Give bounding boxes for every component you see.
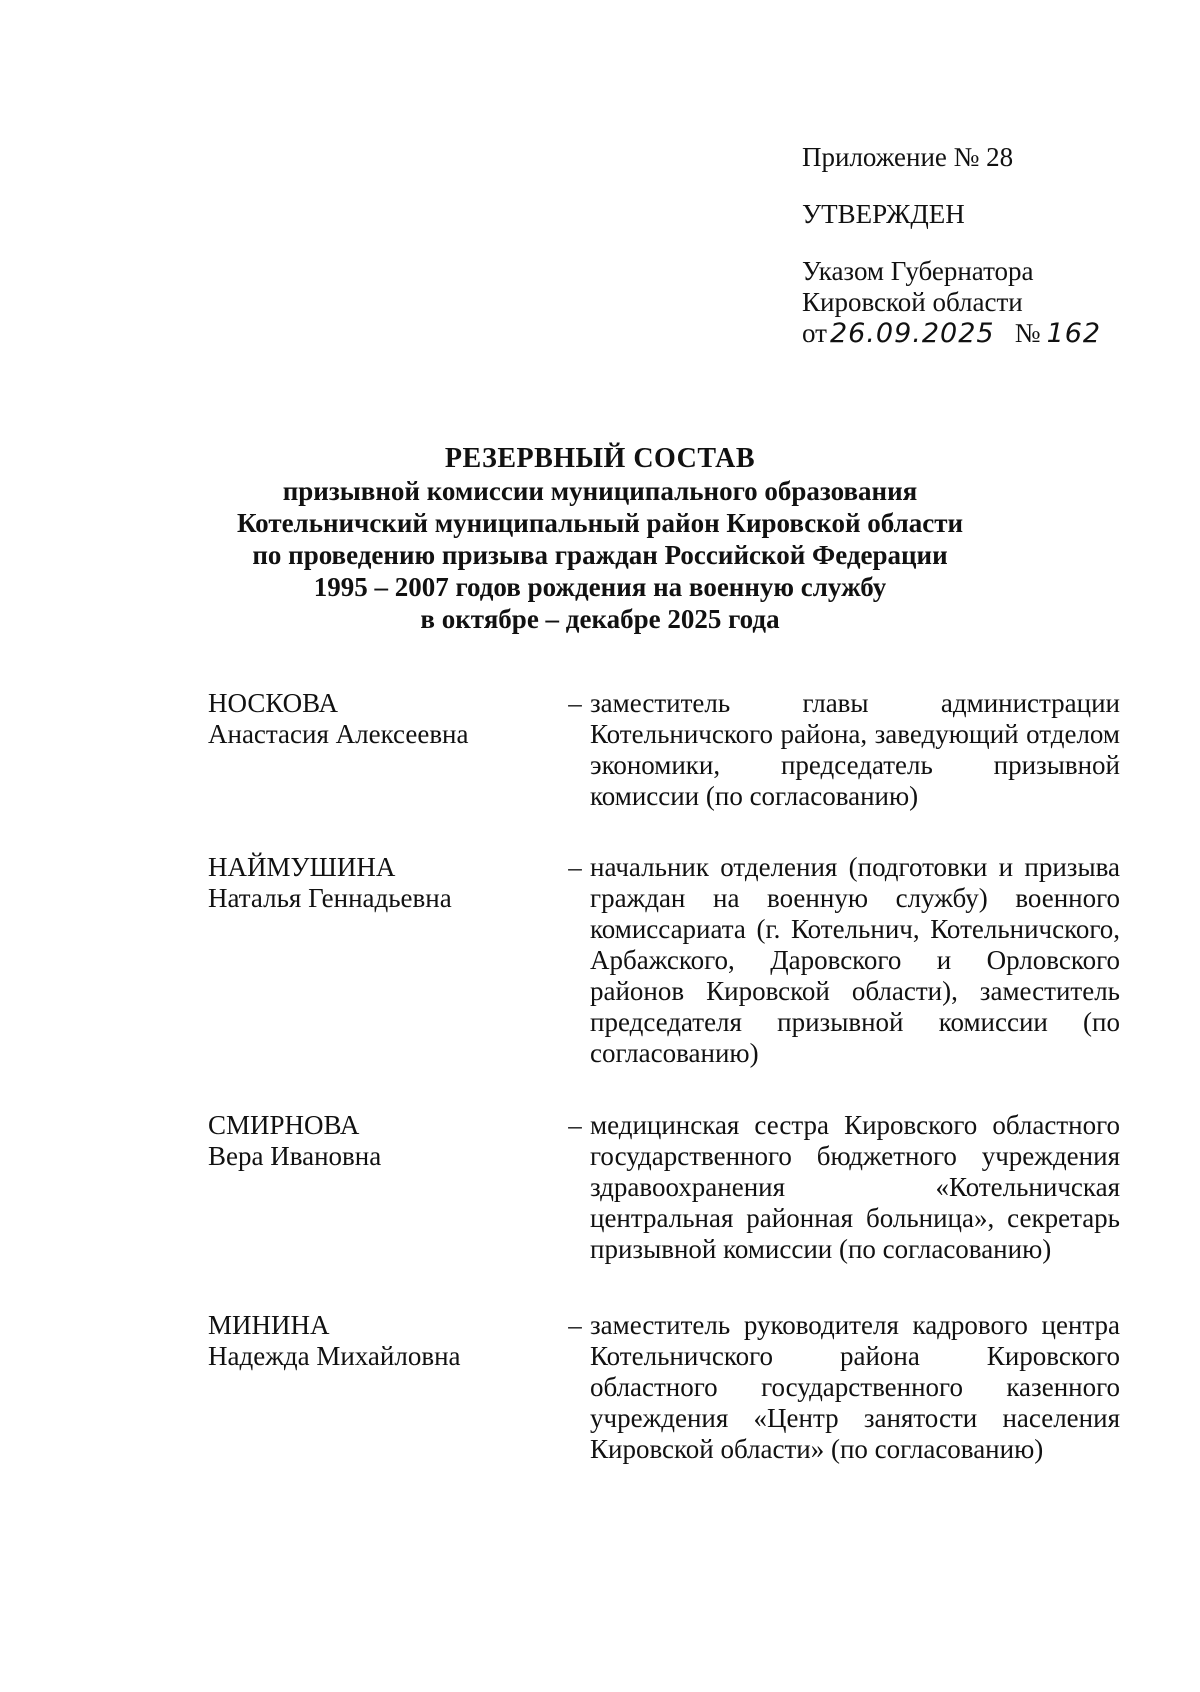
title-line: Котельничский муниципальный район Кировской области [236,508,964,538]
member-surname: НАЙМУШИНА [208,852,396,882]
member-surname: НОСКОВА [208,688,338,718]
member-name [208,1110,528,1172]
member-description: начальник отделения (подготовки и призыва граждан на военную службу) военного комиссариата (г. Котельнич, Котельничского, Арбажского, Даровского и Орловского районов Кировской области), заместитель председателя призывной комиссии (по согласованию) [590,852,1120,1068]
approved-label: УТВЕРЖДЕН [802,199,965,229]
title-line: в октябре – декабре 2025 года [420,604,780,634]
member-given-names: Анастасия Алексеевна [208,719,469,749]
decree-line-1: Указом Губернатора [802,256,1034,286]
member-dash: – [568,852,582,882]
document-title [0,443,1200,635]
approval-block [802,142,1101,349]
member-given-names: Надежда Михайловна [208,1341,461,1371]
title-heading: РЕЗЕРВНЫЙ СОСТАВ [444,443,756,474]
member-description: медицинская сестра Кировского областного государственного бюджетного учреждения здравоохранения «Котельничская центральная районная больница», секретарь призывной комиссии (по согласованию) [590,1110,1120,1264]
handwritten-number: 162 [1046,318,1102,349]
title-line: 1995 – 2007 годов рождения на военную службу [313,572,887,602]
member-description: заместитель руководителя кадрового центра Котельничского района Кировского областного государственного казенного учреждения «Центр занятости населения Кировской области» (по согласованию) [590,1310,1120,1464]
number-prefix: № [1014,318,1041,348]
member-given-names: Наталья Геннадьевна [208,883,452,913]
member-description: заместитель главы администрации Котельничского района, заведующий отделом экономики, председатель призывной комиссии (по согласованию) [590,688,1120,811]
member-name [208,1310,528,1372]
handwritten-date: 26.09.2025 [829,318,995,349]
appendix-number: Приложение № 28 [802,142,1014,172]
title-line: по проведению призыва граждан Российской Федерации [252,540,948,570]
title-line: призывной комиссии муниципального образования [282,476,918,506]
decree-date-line [802,318,1101,349]
member-name [208,688,528,750]
decree-line-2: Кировской области [802,287,1023,317]
member-given-names: Вера Ивановна [208,1141,382,1171]
member-dash: – [568,1310,582,1340]
member-dash: – [568,688,582,718]
member-surname: МИНИНА [208,1310,330,1340]
member-dash: – [568,1110,582,1140]
date-prefix: от [802,318,827,348]
member-surname: СМИРНОВА [208,1110,360,1140]
member-name [208,852,528,914]
